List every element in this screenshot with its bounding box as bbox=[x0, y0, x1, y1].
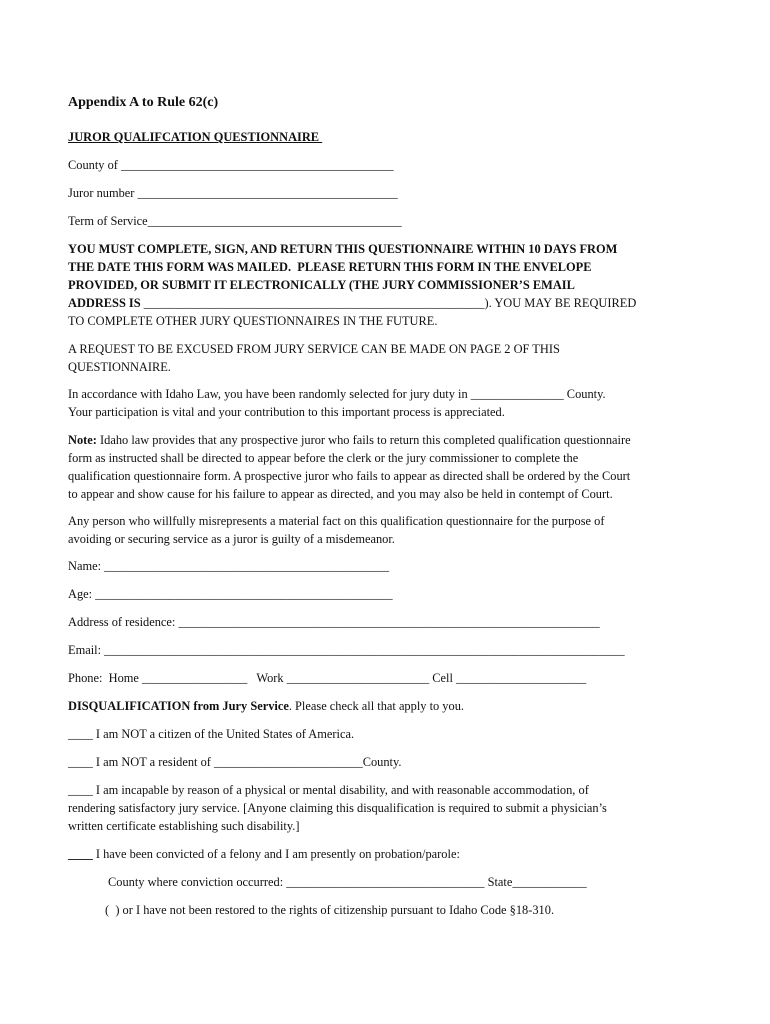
accordance-line-2: Your participation is vital and your contribution to this important process is appreciated. bbox=[68, 405, 505, 419]
note-label: Note: bbox=[68, 433, 97, 447]
email-field[interactable]: Email: ____________________________________________________________________________________ bbox=[68, 643, 625, 657]
incapable-checkline[interactable]: ____ I am incapable by reason of a physical or mental disability, and with reasonable accommodation, of bbox=[68, 783, 589, 797]
misrep-line-1: Any person who willfully misrepresents a material fact on this qualification questionnaire for the purpose of bbox=[68, 514, 605, 528]
address-is-label: ADDRESS IS bbox=[68, 296, 144, 310]
age-field[interactable]: Age: ________________________________________________ bbox=[68, 587, 393, 601]
note-line-1 bbox=[68, 431, 631, 449]
address-field[interactable]: Address of residence: ____________________________________________________________________ bbox=[68, 615, 600, 629]
note-text-1: Idaho law provides that any prospective juror who fails to return this completed qualification questionnaire bbox=[96, 433, 631, 447]
instructions-line-4-rest: ). YOU MAY BE REQUIRED bbox=[484, 296, 637, 310]
commissioner-email-blank[interactable]: _______________________________________________________ bbox=[143, 296, 485, 310]
misrep-line-2: avoiding or securing service as a juror is guilty of a misdemeanor. bbox=[68, 532, 395, 546]
not-citizen-checkline[interactable]: ____ I am NOT a citizen of the United States of America. bbox=[68, 727, 355, 741]
accordance-line-1: In accordance with Idaho Law, you have been randomly selected for jury duty in _______________ County. bbox=[68, 387, 606, 401]
note-line-4: to appear and show cause for his failure to appear as directed, and you may also be held in contempt of Court. bbox=[68, 487, 613, 501]
disqualification-heading: DISQUALIFICATION from Jury Service bbox=[68, 699, 289, 713]
incapable-line-3: written certificate establishing such disability.] bbox=[68, 819, 300, 833]
felony-text: I have been convicted of a felony and I am presently on probation/parole: bbox=[92, 847, 460, 861]
felony-line bbox=[68, 845, 460, 863]
disqualification-instruction: . Please check all that apply to you. bbox=[288, 699, 464, 713]
excuse-line-1: A REQUEST TO BE EXCUSED FROM JURY SERVICE CAN BE MADE ON PAGE 2 OF THIS bbox=[68, 342, 560, 356]
felony-check-blank[interactable]: ____ bbox=[68, 847, 93, 861]
incapable-line-2: rendering satisfactory jury service. [Anyone claiming this disqualification is required to submit a physician’s bbox=[68, 801, 607, 815]
not-restored-checkline[interactable]: ( ) or I have not been restored to the rights of citizenship pursuant to Idaho Code §18-310. bbox=[105, 903, 555, 917]
instructions-line-3: PROVIDED, OR SUBMIT IT ELECTRONICALLY (THE JURY COMMISSIONER’S EMAIL bbox=[68, 278, 575, 292]
name-field[interactable]: Name: ______________________________________________ bbox=[68, 559, 390, 573]
excuse-line-2: QUESTIONNAIRE. bbox=[68, 360, 171, 374]
not-resident-checkline[interactable]: ____ I am NOT a resident of ________________________County. bbox=[68, 755, 402, 769]
note-line-3: qualification questionnaire form. A prospective juror who fails to appear as directed shall be ordered by the Court bbox=[68, 469, 631, 483]
appendix-title: Appendix A to Rule 62(c) bbox=[68, 95, 219, 110]
instructions-line-5: TO COMPLETE OTHER JURY QUESTIONNAIRES IN THE FUTURE. bbox=[68, 314, 438, 328]
county-of-field[interactable]: County of ____________________________________________ bbox=[68, 158, 394, 172]
disqualification-heading-line bbox=[68, 697, 464, 715]
term-of-service-field[interactable]: Term of Service_________________________________________ bbox=[68, 214, 402, 228]
instructions-line-2: THE DATE THIS FORM WAS MAILED. PLEASE RETURN THIS FORM IN THE ENVELOPE bbox=[68, 260, 592, 274]
juror-number-field[interactable]: Juror number __________________________________________ bbox=[68, 186, 398, 200]
phone-fields[interactable]: Phone: Home _________________ Work _______________________ Cell _____________________ bbox=[68, 671, 587, 685]
instructions-line-1: YOU MUST COMPLETE, SIGN, AND RETURN THIS QUESTIONNAIRE WITHIN 10 DAYS FROM bbox=[68, 242, 618, 256]
instructions-line-4 bbox=[68, 294, 636, 312]
form-title: JUROR QUALIFCATION QUESTIONNAIRE bbox=[68, 130, 323, 144]
note-line-2: form as instructed shall be directed to appear before the clerk or the jury commissioner to complete the bbox=[68, 451, 579, 465]
conviction-county-field[interactable]: County where conviction occurred: ________________________________ State____________ bbox=[108, 875, 587, 889]
